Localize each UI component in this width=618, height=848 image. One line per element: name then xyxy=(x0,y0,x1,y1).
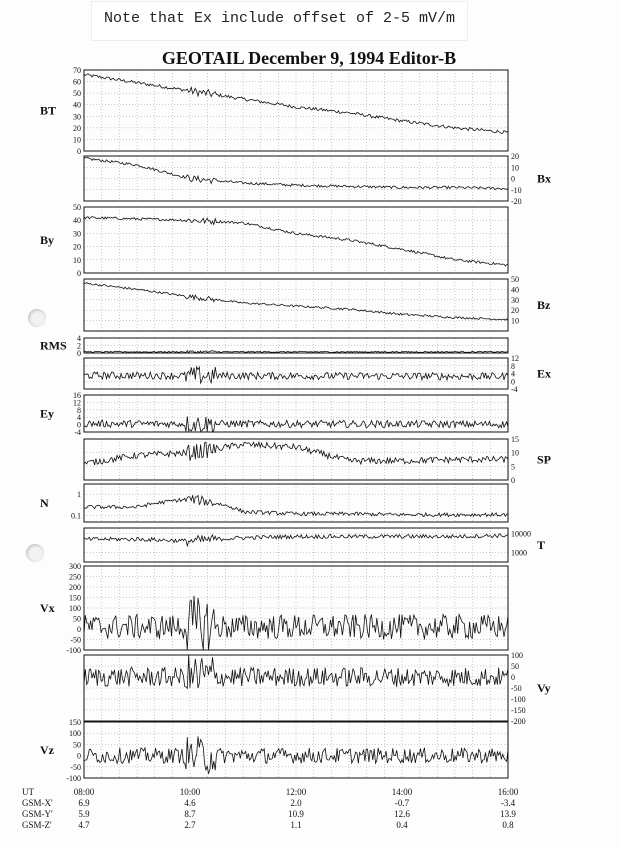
y-tick-label: -100 xyxy=(511,695,526,704)
panel-label: SP xyxy=(537,452,552,467)
y-tick-label: 100 xyxy=(69,729,81,739)
orbit-value: 4.7 xyxy=(78,820,90,830)
panel-ex xyxy=(84,354,551,394)
y-tick-label: 70 xyxy=(73,66,81,75)
panel-label: BT xyxy=(40,103,57,118)
y-tick-label: 10 xyxy=(73,135,81,145)
y-tick-label: -20 xyxy=(511,197,522,206)
y-tick-label: 0 xyxy=(511,476,515,485)
y-tick-label: -100 xyxy=(66,774,81,783)
orbit-value: 4.6 xyxy=(184,798,196,808)
y-tick-label: 16 xyxy=(73,391,81,400)
y-tick-label: 5 xyxy=(511,462,515,472)
orbit-row xyxy=(22,809,516,819)
x-tick-label: 16:00 xyxy=(497,787,519,797)
orbit-value: 10.9 xyxy=(288,809,304,819)
orbit-value: 13.9 xyxy=(500,809,516,819)
y-tick-label: 10 xyxy=(511,163,519,173)
note-text: Note that Ex include offset of 2-5 mV/m xyxy=(103,10,456,27)
orbit-value: -0.7 xyxy=(394,798,410,808)
panel-label: Vz xyxy=(40,743,54,757)
trace-vy xyxy=(84,655,508,688)
y-tick-label: 40 xyxy=(73,216,81,226)
x-tick-label: 14:00 xyxy=(391,787,413,797)
orbit-value: 5.9 xyxy=(78,809,90,819)
y-tick-label: 12 xyxy=(511,354,519,363)
y-tick-label: 8 xyxy=(77,405,81,415)
orbit-value: 0.4 xyxy=(396,820,408,830)
panel-label: By xyxy=(40,233,55,247)
y-tick-label: 300 xyxy=(69,562,81,571)
panel-label: N xyxy=(40,496,49,510)
panel-t xyxy=(84,528,545,562)
panel-sp xyxy=(84,435,551,485)
panel-vy xyxy=(84,651,551,726)
orbit-value: 2.0 xyxy=(290,798,302,808)
orbit-row xyxy=(22,798,516,808)
x-tick-label: 10:00 xyxy=(179,787,201,797)
orbit-value: 8.7 xyxy=(184,809,196,819)
y-tick-label: 15 xyxy=(511,435,519,444)
y-tick-label: 0 xyxy=(511,174,515,184)
y-tick-label: 10000 xyxy=(511,529,531,539)
y-tick-label: -150 xyxy=(511,706,526,715)
y-tick-label: 50 xyxy=(73,89,81,99)
y-tick-label: 0 xyxy=(77,269,81,278)
orbit-row-label: GSM-Z' xyxy=(22,820,52,830)
panel-label: RMS xyxy=(40,338,67,353)
panel-label: Ey xyxy=(40,406,55,421)
orbit-value: -3.4 xyxy=(500,798,516,808)
orbit-value: 1.1 xyxy=(290,820,302,830)
panel-by xyxy=(40,203,508,278)
orbit-value: 2.7 xyxy=(184,820,196,830)
orbit-row xyxy=(22,820,514,830)
orbit-row xyxy=(22,787,519,797)
y-tick-label: -4 xyxy=(511,385,518,394)
chart-title: GEOTAIL December 9, 1994 Editor-B xyxy=(161,48,457,68)
orbit-row-label: GSM-X' xyxy=(22,798,53,808)
y-tick-label: 100 xyxy=(511,651,523,660)
y-tick-label: 200 xyxy=(69,583,81,592)
y-tick-label: 30 xyxy=(511,295,519,305)
y-tick-label: 1 xyxy=(77,490,81,500)
y-tick-label: 50 xyxy=(511,662,519,671)
y-tick-label: 12 xyxy=(73,398,81,408)
y-tick-label: 50 xyxy=(73,740,81,750)
panel-frame xyxy=(84,528,508,562)
y-tick-label: 10 xyxy=(511,316,519,326)
panel-bz xyxy=(84,275,551,331)
y-tick-label: 150 xyxy=(69,718,81,727)
y-tick-label: 4 xyxy=(77,334,81,343)
y-tick-label: 0 xyxy=(77,147,81,156)
orbit-value: 12.6 xyxy=(394,809,410,819)
y-tick-label: 1000 xyxy=(511,548,527,558)
x-tick-label: 08:00 xyxy=(73,787,95,797)
x-tick-label: 12:00 xyxy=(285,787,307,797)
y-tick-label: 8 xyxy=(511,361,515,371)
y-tick-label: 0 xyxy=(77,751,81,761)
panel-rms xyxy=(40,334,508,358)
panel-vz xyxy=(40,718,508,783)
trace-ey xyxy=(84,416,508,432)
panel-label: Bx xyxy=(537,171,552,186)
panel-label: Ex xyxy=(537,366,552,381)
y-tick-label: 30 xyxy=(73,112,81,122)
y-tick-label: 0 xyxy=(77,349,81,358)
y-tick-label: 0 xyxy=(77,625,81,634)
panel-bt xyxy=(40,66,508,156)
y-tick-label: 30 xyxy=(73,229,81,239)
y-tick-label: -100 xyxy=(66,646,81,655)
y-tick-label: 0 xyxy=(77,420,81,430)
panel-bx xyxy=(84,152,551,206)
y-tick-label: 50 xyxy=(73,614,81,624)
orbit-row-label: GSM-Y' xyxy=(22,809,53,819)
y-tick-label: -4 xyxy=(74,428,81,437)
y-tick-label: 20 xyxy=(511,152,519,161)
y-tick-label: 250 xyxy=(69,572,81,582)
y-tick-label: 100 xyxy=(69,604,81,613)
orbit-row-label: UT xyxy=(22,787,34,797)
y-tick-label: 10 xyxy=(73,255,81,265)
y-tick-label: 40 xyxy=(511,285,519,295)
trace-ex xyxy=(84,367,508,383)
y-tick-label: -200 xyxy=(511,717,526,726)
y-tick-label: 20 xyxy=(511,306,519,316)
panel-label: Bz xyxy=(537,298,551,312)
orbit-value: 6.9 xyxy=(78,798,90,808)
y-tick-label: 0 xyxy=(511,377,515,387)
y-tick-label: 0.1 xyxy=(71,511,81,521)
y-tick-label: -10 xyxy=(511,185,522,195)
y-tick-label: 40 xyxy=(73,100,81,110)
orbit-value: 0.8 xyxy=(502,820,514,830)
y-tick-label: -50 xyxy=(70,635,81,645)
panel-vx xyxy=(40,562,508,655)
y-tick-label: 150 xyxy=(69,593,81,603)
panel-label: Vy xyxy=(537,681,551,695)
panel-label: Vx xyxy=(40,601,55,615)
y-tick-label: 50 xyxy=(511,275,519,284)
y-tick-label: 20 xyxy=(73,123,81,133)
y-tick-label: 0 xyxy=(511,673,515,682)
panel-ey xyxy=(40,391,508,437)
y-tick-label: 2 xyxy=(77,341,81,351)
y-tick-label: 10 xyxy=(511,448,519,458)
panel-label: T xyxy=(537,538,546,552)
y-tick-label: 4 xyxy=(511,369,515,379)
y-tick-label: -50 xyxy=(70,762,81,772)
y-tick-label: 60 xyxy=(73,77,81,87)
y-tick-label: 20 xyxy=(73,242,81,252)
panel-n xyxy=(40,484,508,522)
y-tick-label: 50 xyxy=(73,203,81,212)
y-tick-label: -50 xyxy=(511,684,522,693)
y-tick-label: 4 xyxy=(77,413,81,423)
